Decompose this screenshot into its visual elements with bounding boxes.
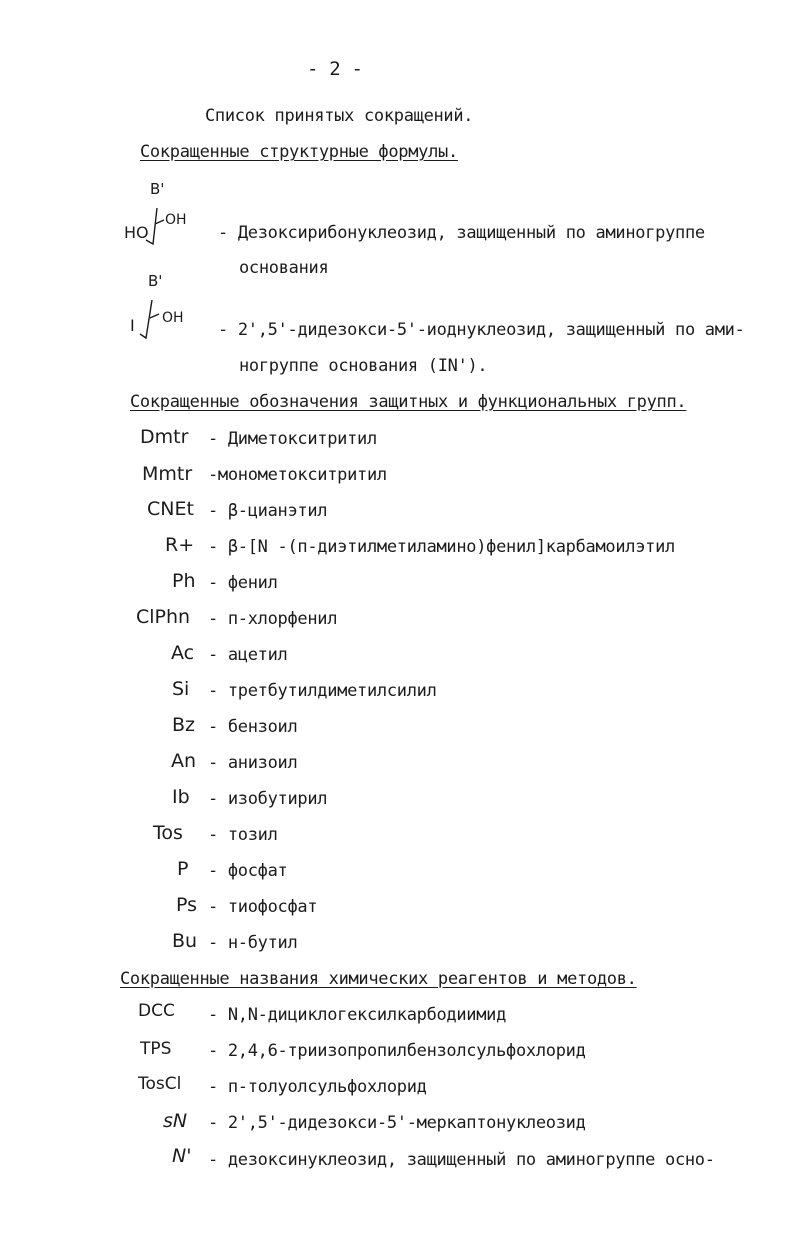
reagent-abbr: TosCl: [138, 1074, 182, 1094]
group-definition: - β-[N -(п-диэтилметиламино)фенил]карбамоилэтил: [208, 537, 675, 557]
group-abbr: Si: [172, 678, 190, 700]
group-definition: - фосфат: [208, 861, 288, 881]
section-heading-groups: Сокращенные обозначения защитных и функциональных групп.: [130, 392, 687, 412]
group-definition: - анизоил: [208, 753, 298, 773]
group-definition: - фенил: [208, 573, 278, 593]
structure-1-right-label: OH: [165, 212, 187, 228]
group-abbr: Bz: [172, 714, 196, 736]
group-definition: - бензоил: [208, 717, 298, 737]
group-abbr: An: [171, 750, 197, 772]
group-definition: - тиофосфат: [208, 897, 318, 917]
group-abbr: Ps: [176, 894, 198, 916]
group-abbr: Bu: [172, 930, 198, 952]
group-abbr: Dmtr: [140, 426, 189, 448]
reagent-definition: - 2',5'-дидезокси-5'-меркаптонуклеозид: [208, 1113, 586, 1133]
structure-1-description: - Дезоксирибонуклеозид, защищенный по аминогруппе: [218, 223, 705, 243]
group-definition: - β-цианэтил: [208, 501, 328, 521]
group-definition: - изобутирил: [208, 789, 328, 809]
structure-2-left-label: I: [130, 316, 135, 335]
group-definition: - третбутилдиметилсилил: [208, 681, 437, 701]
reagent-abbr: DCC: [138, 1001, 175, 1021]
reagent-definition: - N,N-дициклогексилкарбодиимид: [208, 1005, 507, 1025]
structure-2-description-cont: ногруппе основания (IN').: [239, 356, 488, 376]
group-abbr: P: [177, 858, 189, 880]
reagent-definition: - дезоксинуклеозид, защищенный по аминогруппе осно-: [208, 1150, 715, 1170]
group-abbr: ClPhn: [136, 606, 191, 628]
structure-1-left-label: HO: [124, 223, 149, 242]
reagent-definition: - п-толуолсульфохлорид: [208, 1077, 427, 1097]
structure-1-base-label: B': [150, 180, 165, 198]
group-abbr: Mmtr: [142, 463, 193, 485]
group-abbr: Ac: [171, 642, 195, 664]
group-abbr: CNEt: [147, 498, 194, 520]
group-definition: - тозил: [208, 825, 278, 845]
group-definition: - н-бутил: [208, 933, 298, 953]
group-abbr: Ph: [172, 570, 196, 592]
structure-2-right-label: OH: [162, 310, 184, 326]
section-heading-structural: Сокращенные структурные формулы.: [140, 142, 458, 162]
structure-1-description-cont: основания: [239, 258, 329, 278]
section-heading-reagents: Сокращенные названия химических реагентов и методов.: [120, 969, 637, 989]
group-abbr: R+: [165, 534, 195, 556]
group-definition: - п-хлорфенил: [208, 609, 338, 629]
page-title: Список принятых сокращений.: [205, 106, 474, 126]
group-definition: -монометокситритил: [208, 465, 387, 485]
reagent-abbr: TPS: [140, 1039, 172, 1059]
group-abbr: Tos: [153, 822, 183, 844]
structure-2-base-label: B': [148, 272, 163, 290]
reagent-abbr: N': [172, 1145, 192, 1167]
structure-2-description: - 2',5'-дидезокси-5'-иоднуклеозид, защищенный по ами-: [218, 320, 745, 340]
page-number: - 2 -: [307, 58, 363, 80]
reagent-abbr: sN: [163, 1110, 188, 1132]
reagent-definition: - 2,4,6-триизопропилбензолсульфохлорид: [208, 1041, 586, 1061]
group-abbr: Ib: [172, 786, 190, 808]
group-definition: - Диметокситритил: [208, 429, 377, 449]
group-definition: - ацетил: [208, 645, 288, 665]
